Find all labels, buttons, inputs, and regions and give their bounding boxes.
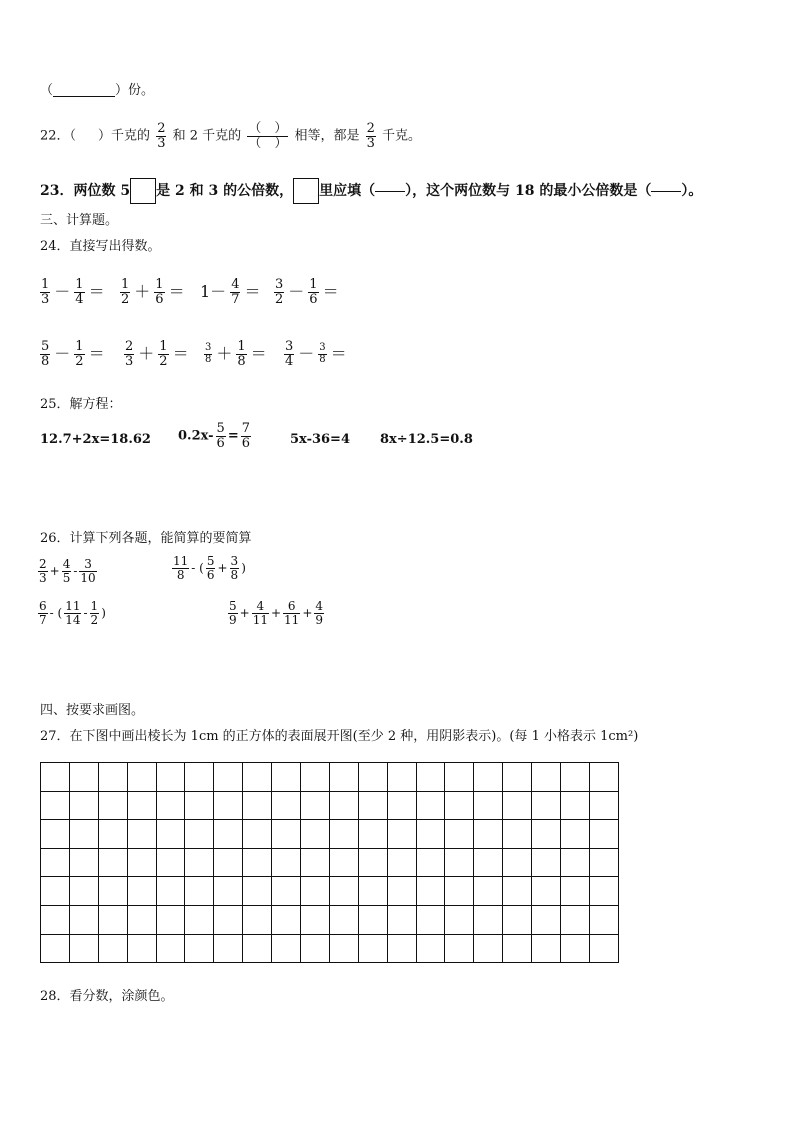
grid-cell[interactable]	[185, 935, 214, 964]
grid-cell[interactable]	[417, 763, 446, 792]
grid-cell[interactable]	[417, 877, 446, 906]
grid-cell[interactable]	[359, 763, 388, 792]
q26-expr-c: $\frac{6}{7}$ - ( $\frac{11}{14}$ - $\frac{1}{2}$ )	[39, 599, 106, 627]
grid-cell[interactable]	[417, 906, 446, 935]
grid-cell[interactable]	[185, 849, 214, 878]
grid-cell[interactable]	[417, 820, 446, 849]
q26-expr-b: $\frac{11}{8}$ - ( $\frac{5}{6}$ + $\frac{3}{8}$ )	[173, 554, 246, 582]
grid-cell[interactable]	[474, 763, 503, 792]
grid-cell[interactable]	[243, 820, 272, 849]
grid-cell[interactable]	[128, 849, 157, 878]
grid-row	[41, 849, 619, 878]
grid-cell[interactable]	[272, 763, 301, 792]
grid-cell[interactable]	[445, 820, 474, 849]
answer-blank[interactable]	[651, 191, 681, 192]
fraction: $\frac{2}{3}$	[366, 121, 375, 151]
grid-cell[interactable]	[243, 792, 272, 821]
grid-cell[interactable]	[359, 849, 388, 878]
q24-expr-5: $\frac{5}{8}$ － $\frac{1}{2}$ ＝	[41, 339, 105, 369]
grid-cell[interactable]	[157, 763, 186, 792]
grid-cell[interactable]	[532, 849, 561, 878]
answer-blank[interactable]	[53, 96, 115, 97]
grid-cell[interactable]	[388, 935, 417, 964]
grid-cell[interactable]	[301, 935, 330, 964]
grid-cell[interactable]	[590, 935, 619, 964]
grid-cell[interactable]	[243, 935, 272, 964]
question-22: 22．（ ）千克的 $\frac{2}{3}$ 和 2 千克的 $\frac{( )}{( )}$ 相等，都是 $\frac{2}{3}$ 千克。	[40, 121, 422, 151]
q24-expr-2: $\frac{1}{2}$ ＋ $\frac{1}{6}$ ＝	[121, 277, 185, 307]
grid-cell[interactable]	[532, 935, 561, 964]
question-27-title: 27．在下图中画出棱长为 1cm 的正方体的表面展开图(至少 2 种，用阴影表示)。(每 1 小格表示 1cm²)	[40, 729, 639, 744]
grid-cell[interactable]	[214, 763, 243, 792]
grid-cell[interactable]	[128, 877, 157, 906]
grid-cell[interactable]	[301, 849, 330, 878]
grid-cell[interactable]	[99, 906, 128, 935]
grid-cell[interactable]	[474, 877, 503, 906]
grid-cell[interactable]	[272, 877, 301, 906]
grid-cell[interactable]	[417, 792, 446, 821]
q24-expr-1: $\frac{1}{3}$ － $\frac{1}{4}$ ＝	[41, 277, 105, 307]
grid-cell[interactable]	[330, 763, 359, 792]
grid-cell[interactable]	[388, 792, 417, 821]
q26-expr-d: $\frac{5}{9}$ + $\frac{4}{11}$ + $\frac{6}{11}$ + $\frac{4}{9}$	[229, 599, 324, 627]
grid-cell[interactable]	[330, 906, 359, 935]
grid-cell[interactable]	[243, 877, 272, 906]
grid-cell[interactable]	[157, 849, 186, 878]
grid-cell[interactable]	[590, 820, 619, 849]
grid-cell[interactable]	[185, 906, 214, 935]
grid-cell[interactable]	[41, 763, 70, 792]
grid-cell[interactable]	[99, 877, 128, 906]
grid-cell[interactable]	[532, 877, 561, 906]
equation-2: 0.2x- $\frac{5}{6}$ = $\frac{7}{6}$	[178, 421, 251, 451]
grid-cell[interactable]	[157, 820, 186, 849]
q24-expr-6: $\frac{2}{3}$ ＋ $\frac{1}{2}$ ＝	[125, 339, 189, 369]
grid-cell[interactable]	[359, 935, 388, 964]
answer-blank[interactable]	[375, 191, 405, 192]
grid-row	[41, 877, 619, 906]
grid-cell[interactable]	[70, 763, 99, 792]
grid-cell[interactable]	[272, 906, 301, 935]
grid-cell[interactable]	[445, 906, 474, 935]
grid-cell[interactable]	[388, 906, 417, 935]
grid-cell[interactable]	[445, 792, 474, 821]
grid-cell[interactable]	[214, 906, 243, 935]
digit-box[interactable]	[130, 178, 156, 204]
grid-cell[interactable]	[185, 820, 214, 849]
grid-cell[interactable]	[214, 935, 243, 964]
equation-4: 8x÷12.5=0.8	[380, 432, 473, 447]
question-25-title: 25．解方程：	[40, 397, 122, 412]
grid-cell[interactable]	[590, 763, 619, 792]
grid-cell[interactable]	[359, 906, 388, 935]
grid-cell[interactable]	[503, 906, 532, 935]
grid-row	[41, 820, 619, 849]
grid-cell[interactable]	[272, 792, 301, 821]
grid-cell[interactable]	[388, 763, 417, 792]
q21-tail: （ ）份。	[40, 83, 155, 98]
grid-cell[interactable]	[388, 849, 417, 878]
grid-cell[interactable]	[503, 877, 532, 906]
grid-cell[interactable]	[99, 792, 128, 821]
grid-cell[interactable]	[41, 849, 70, 878]
question-24-title: 24．直接写出得数。	[40, 239, 161, 254]
grid-cell[interactable]	[301, 792, 330, 821]
grid-cell[interactable]	[70, 820, 99, 849]
grid-cell[interactable]	[301, 763, 330, 792]
grid-cell[interactable]	[99, 935, 128, 964]
grid-cell[interactable]	[561, 935, 590, 964]
fraction: $\frac{2}{3}$	[157, 121, 166, 151]
grid-cell[interactable]	[157, 906, 186, 935]
grid-cell[interactable]	[532, 792, 561, 821]
grid-cell[interactable]	[590, 906, 619, 935]
grid-cell[interactable]	[272, 935, 301, 964]
q26-expr-a: $\frac{2}{3}$ + $\frac{4}{5}$ - $\frac{3}{10}$	[39, 557, 96, 585]
grid-cell[interactable]	[157, 792, 186, 821]
grid-cell[interactable]	[330, 935, 359, 964]
grid-cell[interactable]	[359, 877, 388, 906]
grid-cell[interactable]	[70, 792, 99, 821]
grid-cell[interactable]	[272, 820, 301, 849]
grid-cell[interactable]	[128, 820, 157, 849]
grid-cell[interactable]	[128, 935, 157, 964]
grid-cell[interactable]	[330, 877, 359, 906]
grid-cell[interactable]	[214, 877, 243, 906]
grid-cell[interactable]	[214, 792, 243, 821]
grid-cell[interactable]	[185, 877, 214, 906]
q24-expr-8: $\frac{3}{4}$ － $\frac{3}{8}$ ＝	[285, 339, 347, 369]
grid-cell[interactable]	[359, 792, 388, 821]
grid-cell[interactable]	[70, 877, 99, 906]
grid-cell[interactable]	[474, 792, 503, 821]
question-26-title: 26．计算下列各题，能简算的要简算	[40, 531, 252, 546]
grid-cell[interactable]	[301, 877, 330, 906]
grid-cell[interactable]	[532, 820, 561, 849]
grid-cell[interactable]	[359, 820, 388, 849]
grid-cell[interactable]	[243, 849, 272, 878]
grid-cell[interactable]	[503, 820, 532, 849]
grid-cell[interactable]	[41, 877, 70, 906]
grid-cell[interactable]	[503, 849, 532, 878]
grid-cell[interactable]	[532, 763, 561, 792]
grid-cell[interactable]	[185, 792, 214, 821]
grid-cell[interactable]	[41, 935, 70, 964]
grid-cell[interactable]	[99, 763, 128, 792]
grid-cell[interactable]	[590, 849, 619, 878]
q24-expr-7: $\frac{3}{8}$ ＋ $\frac{1}{8}$ ＝	[205, 339, 267, 369]
grid-cell[interactable]	[503, 792, 532, 821]
grid-cell[interactable]	[503, 935, 532, 964]
grid-cell[interactable]	[243, 906, 272, 935]
equation-1: 12.7+2x=18.62	[40, 432, 151, 447]
grid-cell[interactable]	[590, 877, 619, 906]
grid-cell[interactable]	[445, 763, 474, 792]
grid-cell[interactable]	[330, 792, 359, 821]
question-23: 23．两位数 5 是 2 和 3 的公倍数， 里应填（ ），这个两位数与 18 的最小公倍数是（ ）。	[40, 178, 702, 204]
grid-cell[interactable]	[157, 877, 186, 906]
grid-cell[interactable]	[41, 906, 70, 935]
grid-cell[interactable]	[417, 935, 446, 964]
grid-cell[interactable]	[474, 906, 503, 935]
digit-box	[293, 178, 319, 204]
grid-cell[interactable]	[214, 820, 243, 849]
grid-cell[interactable]	[99, 820, 128, 849]
grid-cell[interactable]	[330, 849, 359, 878]
equation-3: 5x-36=4	[290, 432, 350, 447]
grid-cell[interactable]	[99, 849, 128, 878]
question-28-title: 28．看分数，涂颜色。	[40, 989, 174, 1004]
grid-cell[interactable]	[272, 849, 301, 878]
grid-cell[interactable]	[301, 820, 330, 849]
grid-cell[interactable]	[474, 820, 503, 849]
q24-expr-4: $\frac{3}{2}$ － $\frac{1}{6}$ ＝	[275, 277, 339, 307]
grid-cell[interactable]	[70, 935, 99, 964]
grid-cell[interactable]	[561, 763, 590, 792]
q24-expr-3: 1－ $\frac{4}{7}$ ＝	[200, 277, 261, 307]
section-4-heading: 四、按要求画图。	[40, 703, 145, 718]
grid-cell[interactable]	[70, 849, 99, 878]
section-3-heading: 三、计算题。	[40, 213, 119, 228]
grid-row	[41, 763, 619, 792]
grid-cell[interactable]	[41, 820, 70, 849]
grid-cell[interactable]	[128, 792, 157, 821]
grid-cell[interactable]	[503, 763, 532, 792]
grid-cell[interactable]	[157, 935, 186, 964]
grid-cell[interactable]	[561, 877, 590, 906]
grid-cell[interactable]	[330, 820, 359, 849]
grid-cell[interactable]	[214, 849, 243, 878]
grid-row	[41, 935, 619, 964]
grid-row	[41, 792, 619, 821]
grid-cell[interactable]	[417, 849, 446, 878]
grid-row	[41, 906, 619, 935]
grid-cell[interactable]	[243, 763, 272, 792]
grid-cell[interactable]	[474, 935, 503, 964]
grid-cell[interactable]	[70, 906, 99, 935]
drawing-grid[interactable]	[40, 762, 619, 963]
fraction-blank[interactable]: $\frac{( )}{( )}$	[248, 121, 288, 151]
grid-cell[interactable]	[388, 877, 417, 906]
grid-cell[interactable]	[561, 792, 590, 821]
grid-cell[interactable]	[445, 849, 474, 878]
grid-cell[interactable]	[590, 792, 619, 821]
grid-cell[interactable]	[128, 763, 157, 792]
grid-cell[interactable]	[445, 877, 474, 906]
grid-cell[interactable]	[388, 820, 417, 849]
grid-cell[interactable]	[185, 763, 214, 792]
grid-cell[interactable]	[128, 906, 157, 935]
grid-cell[interactable]	[41, 792, 70, 821]
grid-cell[interactable]	[561, 849, 590, 878]
grid-cell[interactable]	[445, 935, 474, 964]
grid-cell[interactable]	[532, 906, 561, 935]
grid-cell[interactable]	[561, 820, 590, 849]
grid-cell[interactable]	[474, 849, 503, 878]
grid-cell[interactable]	[561, 906, 590, 935]
grid-cell[interactable]	[301, 906, 330, 935]
